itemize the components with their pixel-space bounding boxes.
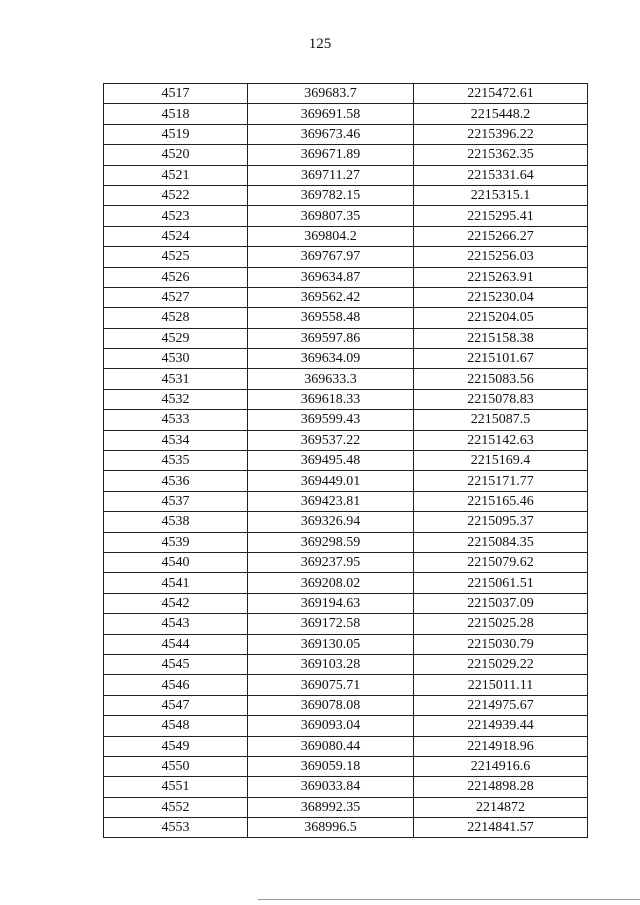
y-coordinate-cell: 2215448.2 (414, 104, 588, 124)
table-row (104, 226, 588, 246)
point-number-cell: 4526 (104, 267, 248, 287)
x-coordinate-cell: 368996.5 (248, 818, 414, 838)
point-number-cell: 4545 (104, 654, 248, 674)
point-number-cell: 4522 (104, 185, 248, 205)
table-row (104, 777, 588, 797)
x-coordinate-cell: 369093.04 (248, 716, 414, 736)
y-coordinate-cell: 2215025.28 (414, 614, 588, 634)
point-number-cell: 4532 (104, 389, 248, 409)
table-row (104, 634, 588, 654)
x-coordinate-cell: 369562.42 (248, 287, 414, 307)
point-number-cell: 4547 (104, 695, 248, 715)
y-coordinate-cell: 2214918.96 (414, 736, 588, 756)
table-row (104, 247, 588, 267)
y-coordinate-cell: 2215061.51 (414, 573, 588, 593)
x-coordinate-cell: 369683.7 (248, 84, 414, 104)
point-number-cell: 4546 (104, 675, 248, 695)
y-coordinate-cell: 2215095.37 (414, 512, 588, 532)
x-coordinate-cell: 369767.97 (248, 247, 414, 267)
point-number-cell: 4548 (104, 716, 248, 736)
table-row (104, 389, 588, 409)
y-coordinate-cell: 2214975.67 (414, 695, 588, 715)
x-coordinate-cell: 369075.71 (248, 675, 414, 695)
y-coordinate-cell: 2215083.56 (414, 369, 588, 389)
x-coordinate-cell: 368992.35 (248, 797, 414, 817)
x-coordinate-cell: 369673.46 (248, 124, 414, 144)
x-coordinate-cell: 369634.87 (248, 267, 414, 287)
y-coordinate-cell: 2215011.11 (414, 675, 588, 695)
table-body (104, 84, 588, 838)
x-coordinate-cell: 369172.58 (248, 614, 414, 634)
x-coordinate-cell: 369103.28 (248, 654, 414, 674)
x-coordinate-cell: 369633.3 (248, 369, 414, 389)
table-row (104, 471, 588, 491)
point-number-cell: 4527 (104, 287, 248, 307)
x-coordinate-cell: 369618.33 (248, 389, 414, 409)
y-coordinate-cell: 2214939.44 (414, 716, 588, 736)
point-number-cell: 4549 (104, 736, 248, 756)
table-row (104, 736, 588, 756)
x-coordinate-cell: 369423.81 (248, 491, 414, 511)
point-number-cell: 4544 (104, 634, 248, 654)
x-coordinate-cell: 369033.84 (248, 777, 414, 797)
table-row (104, 818, 588, 838)
x-coordinate-cell: 369691.58 (248, 104, 414, 124)
table-row (104, 104, 588, 124)
x-coordinate-cell: 369078.08 (248, 695, 414, 715)
point-number-cell: 4540 (104, 552, 248, 572)
x-coordinate-cell: 369059.18 (248, 756, 414, 776)
y-coordinate-cell: 2215396.22 (414, 124, 588, 144)
y-coordinate-cell: 2215362.35 (414, 145, 588, 165)
table-row (104, 593, 588, 613)
x-coordinate-cell: 369495.48 (248, 451, 414, 471)
y-coordinate-cell: 2215029.22 (414, 654, 588, 674)
x-coordinate-cell: 369671.89 (248, 145, 414, 165)
table-row (104, 165, 588, 185)
x-coordinate-cell: 369634.09 (248, 349, 414, 369)
point-number-cell: 4551 (104, 777, 248, 797)
point-number-cell: 4534 (104, 430, 248, 450)
bottom-rule (258, 899, 640, 900)
table-row (104, 797, 588, 817)
table-row (104, 512, 588, 532)
point-number-cell: 4531 (104, 369, 248, 389)
y-coordinate-cell: 2215158.38 (414, 328, 588, 348)
table-row (104, 267, 588, 287)
y-coordinate-cell: 2215030.79 (414, 634, 588, 654)
point-number-cell: 4535 (104, 451, 248, 471)
x-coordinate-cell: 369711.27 (248, 165, 414, 185)
point-number-cell: 4529 (104, 328, 248, 348)
point-number-cell: 4538 (104, 512, 248, 532)
point-number-cell: 4543 (104, 614, 248, 634)
y-coordinate-cell: 2215079.62 (414, 552, 588, 572)
y-coordinate-cell: 2215204.05 (414, 308, 588, 328)
point-number-cell: 4518 (104, 104, 248, 124)
table-row (104, 349, 588, 369)
table-row (104, 695, 588, 715)
x-coordinate-cell: 369298.59 (248, 532, 414, 552)
table-row (104, 532, 588, 552)
y-coordinate-cell: 2215084.35 (414, 532, 588, 552)
x-coordinate-cell: 369558.48 (248, 308, 414, 328)
point-number-cell: 4542 (104, 593, 248, 613)
y-coordinate-cell: 2215101.67 (414, 349, 588, 369)
point-number-cell: 4553 (104, 818, 248, 838)
y-coordinate-cell: 2215142.63 (414, 430, 588, 450)
point-number-cell: 4521 (104, 165, 248, 185)
y-coordinate-cell: 2215266.27 (414, 226, 588, 246)
point-number-cell: 4528 (104, 308, 248, 328)
x-coordinate-cell: 369782.15 (248, 185, 414, 205)
table-row (104, 614, 588, 634)
y-coordinate-cell: 2214872 (414, 797, 588, 817)
point-number-cell: 4537 (104, 491, 248, 511)
point-number-cell: 4517 (104, 84, 248, 104)
y-coordinate-cell: 2215295.41 (414, 206, 588, 226)
table-row (104, 675, 588, 695)
x-coordinate-cell: 369449.01 (248, 471, 414, 491)
x-coordinate-cell: 369537.22 (248, 430, 414, 450)
table-row (104, 654, 588, 674)
x-coordinate-cell: 369208.02 (248, 573, 414, 593)
table-row (104, 145, 588, 165)
y-coordinate-cell: 2215171.77 (414, 471, 588, 491)
table-row (104, 84, 588, 104)
x-coordinate-cell: 369597.86 (248, 328, 414, 348)
point-number-cell: 4550 (104, 756, 248, 776)
y-coordinate-cell: 2215037.09 (414, 593, 588, 613)
y-coordinate-cell: 2215169.4 (414, 451, 588, 471)
x-coordinate-cell: 369080.44 (248, 736, 414, 756)
y-coordinate-cell: 2215087.5 (414, 410, 588, 430)
point-number-cell: 4525 (104, 247, 248, 267)
page-number: 125 (308, 36, 332, 52)
y-coordinate-cell: 2215472.61 (414, 84, 588, 104)
x-coordinate-cell: 369194.63 (248, 593, 414, 613)
table-row (104, 410, 588, 430)
y-coordinate-cell: 2214916.6 (414, 756, 588, 776)
point-number-cell: 4524 (104, 226, 248, 246)
coordinates-table (103, 83, 588, 838)
point-number-cell: 4523 (104, 206, 248, 226)
y-coordinate-cell: 2215230.04 (414, 287, 588, 307)
table-row (104, 124, 588, 144)
x-coordinate-cell: 369237.95 (248, 552, 414, 572)
table-row (104, 287, 588, 307)
y-coordinate-cell: 2215315.1 (414, 185, 588, 205)
x-coordinate-cell: 369807.35 (248, 206, 414, 226)
table-row (104, 328, 588, 348)
y-coordinate-cell: 2214898.28 (414, 777, 588, 797)
table-row (104, 369, 588, 389)
point-number-cell: 4530 (104, 349, 248, 369)
table-row (104, 206, 588, 226)
y-coordinate-cell: 2215263.91 (414, 267, 588, 287)
y-coordinate-cell: 2214841.57 (414, 818, 588, 838)
point-number-cell: 4539 (104, 532, 248, 552)
point-number-cell: 4520 (104, 145, 248, 165)
table-row (104, 756, 588, 776)
y-coordinate-cell: 2215165.46 (414, 491, 588, 511)
table-row (104, 430, 588, 450)
y-coordinate-cell: 2215078.83 (414, 389, 588, 409)
x-coordinate-cell: 369599.43 (248, 410, 414, 430)
x-coordinate-cell: 369130.05 (248, 634, 414, 654)
x-coordinate-cell: 369804.2 (248, 226, 414, 246)
y-coordinate-cell: 2215331.64 (414, 165, 588, 185)
table-row (104, 491, 588, 511)
table-row (104, 573, 588, 593)
point-number-cell: 4519 (104, 124, 248, 144)
point-number-cell: 4536 (104, 471, 248, 491)
table-row (104, 716, 588, 736)
table-row (104, 552, 588, 572)
table-row (104, 451, 588, 471)
point-number-cell: 4541 (104, 573, 248, 593)
table-row (104, 185, 588, 205)
point-number-cell: 4533 (104, 410, 248, 430)
point-number-cell: 4552 (104, 797, 248, 817)
y-coordinate-cell: 2215256.03 (414, 247, 588, 267)
table-row (104, 308, 588, 328)
x-coordinate-cell: 369326.94 (248, 512, 414, 532)
